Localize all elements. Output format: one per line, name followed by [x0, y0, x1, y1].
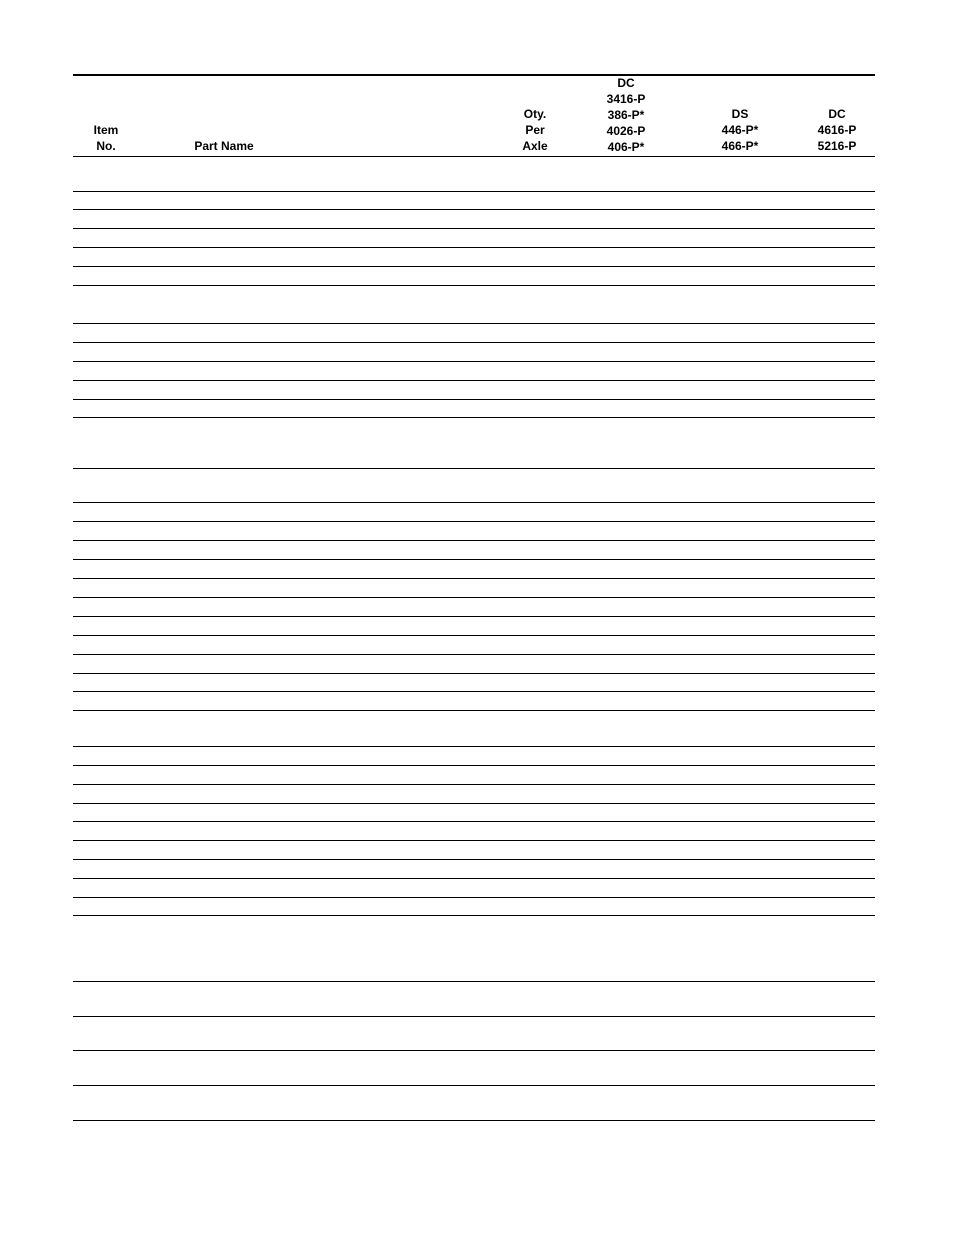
- table-top-rule: [73, 74, 875, 76]
- table-row-rule: [73, 399, 875, 400]
- table-row-rule: [73, 803, 875, 804]
- table-row-rule: [73, 915, 875, 916]
- table-row-rule: [73, 597, 875, 598]
- table-row-rule: [73, 502, 875, 503]
- table-row-rule: [73, 878, 875, 879]
- table-row-rule: [73, 654, 875, 655]
- header-item-no: Item No.: [93, 123, 119, 153]
- header-col-dc-3416: DC 3416-P 386-P* 4026-P 406-P*: [606, 76, 646, 154]
- table-row-rule: [73, 417, 875, 418]
- parts-table: [73, 0, 875, 1235]
- table-row-rule: [73, 1085, 875, 1086]
- table-row-rule: [73, 266, 875, 267]
- table-row-rule: [73, 981, 875, 982]
- table-row-rule: [73, 691, 875, 692]
- table-row-rule: [73, 323, 875, 324]
- table-row-rule: [73, 765, 875, 766]
- table-row-rule: [73, 1120, 875, 1121]
- table-row-rule: [73, 616, 875, 617]
- header-col-dc-4616: DC 4616-P 5216-P: [817, 107, 857, 153]
- table-row-rule: [73, 710, 875, 711]
- table-row-rule: [73, 673, 875, 674]
- table-row-rule: [73, 746, 875, 747]
- header-part-name: Part Name: [194, 139, 254, 153]
- table-row-rule: [73, 897, 875, 898]
- table-row-rule: [73, 1050, 875, 1051]
- table-row-rule: [73, 521, 875, 522]
- table-row-rule: [73, 228, 875, 229]
- table-row-rule: [73, 191, 875, 192]
- table-row-rule: [73, 540, 875, 541]
- table-row-rule: [73, 380, 875, 381]
- table-row-rule: [73, 840, 875, 841]
- table-row-rule: [73, 635, 875, 636]
- table-row-rule: [73, 468, 875, 469]
- table-row-rule: [73, 859, 875, 860]
- header-col-ds-446: DS 446-P* 466-P*: [721, 107, 759, 153]
- table-row-rule: [73, 1016, 875, 1017]
- table-row-rule: [73, 247, 875, 248]
- table-row-rule: [73, 285, 875, 286]
- table-row-rule: [73, 784, 875, 785]
- header-qty-per-axle: Oty. Per Axle: [522, 107, 548, 153]
- table-row-rule: [73, 578, 875, 579]
- table-row-rule: [73, 361, 875, 362]
- table-row-rule: [73, 559, 875, 560]
- table-row-rule: [73, 821, 875, 822]
- table-row-rule: [73, 342, 875, 343]
- header-bottom-rule: [73, 156, 875, 157]
- table-row-rule: [73, 209, 875, 210]
